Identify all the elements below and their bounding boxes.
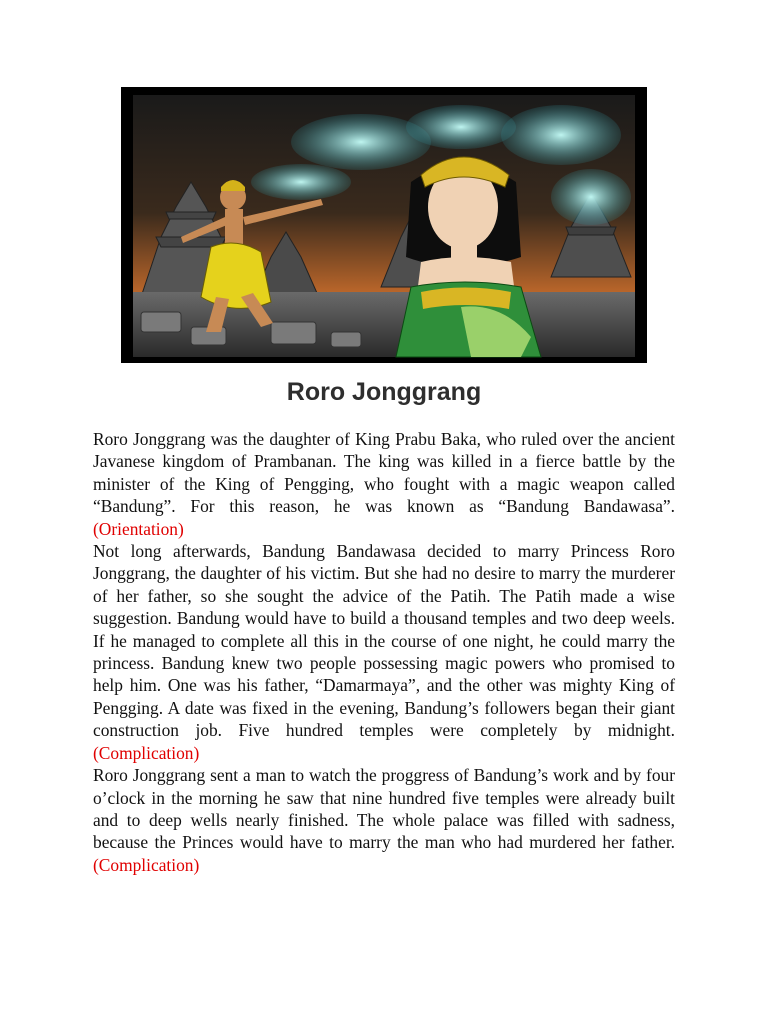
paragraph-text: Not long afterwards, Bandung Bandawasa decided to marry Princess Roro Jonggrang, the daughter of his victim. But she had no desire to marry the murderer of her father, so she sought the advice of the Patih. The Patih made a wise suggestion. Bandung would have to build a thousand temples and two deep weels. If he managed to complete all this in the course of one night, he could marry the princess. Bandung knew two people possessing magic powers who promised to help him. One was his father, “Damarmaya”, and the other was mighty King of Pengging. A date was fixed in the evening, Bandung’s followers began their giant construction job. Five hundred temples were completely by midnight. xyxy=(93,541,675,741)
paragraph-complication-2 xyxy=(93,764,675,876)
paragraph-complication-1 xyxy=(93,540,675,764)
paragraph-orientation xyxy=(93,428,675,540)
structure-tag: (Complication) xyxy=(93,854,200,875)
story-illustration xyxy=(121,87,647,363)
story-title: Roro Jonggrang xyxy=(286,378,482,406)
structure-tag: (Complication) xyxy=(93,742,200,763)
structure-tag: (Orientation) xyxy=(93,518,184,539)
story-body xyxy=(93,428,675,876)
paragraph-text: Roro Jonggrang sent a man to watch the proggress of Bandung’s work and by four o’clock in the morning he saw that nine hundred five temples were already built and to deep wells nearly finished. The whole palace was filled with sadness, because the Princes would have to marry the man who had murdered her father. xyxy=(93,765,675,853)
paragraph-text: Roro Jonggrang was the daughter of King Prabu Baka, who ruled over the ancient Javanese kingdom of Prambanan. The king was killed in a fierce battle by the minister of the King of Pengging, who fought with a magic weapon called “Bandung”. For this reason, he was known as “Bandung Bandawasa”. xyxy=(93,429,675,517)
